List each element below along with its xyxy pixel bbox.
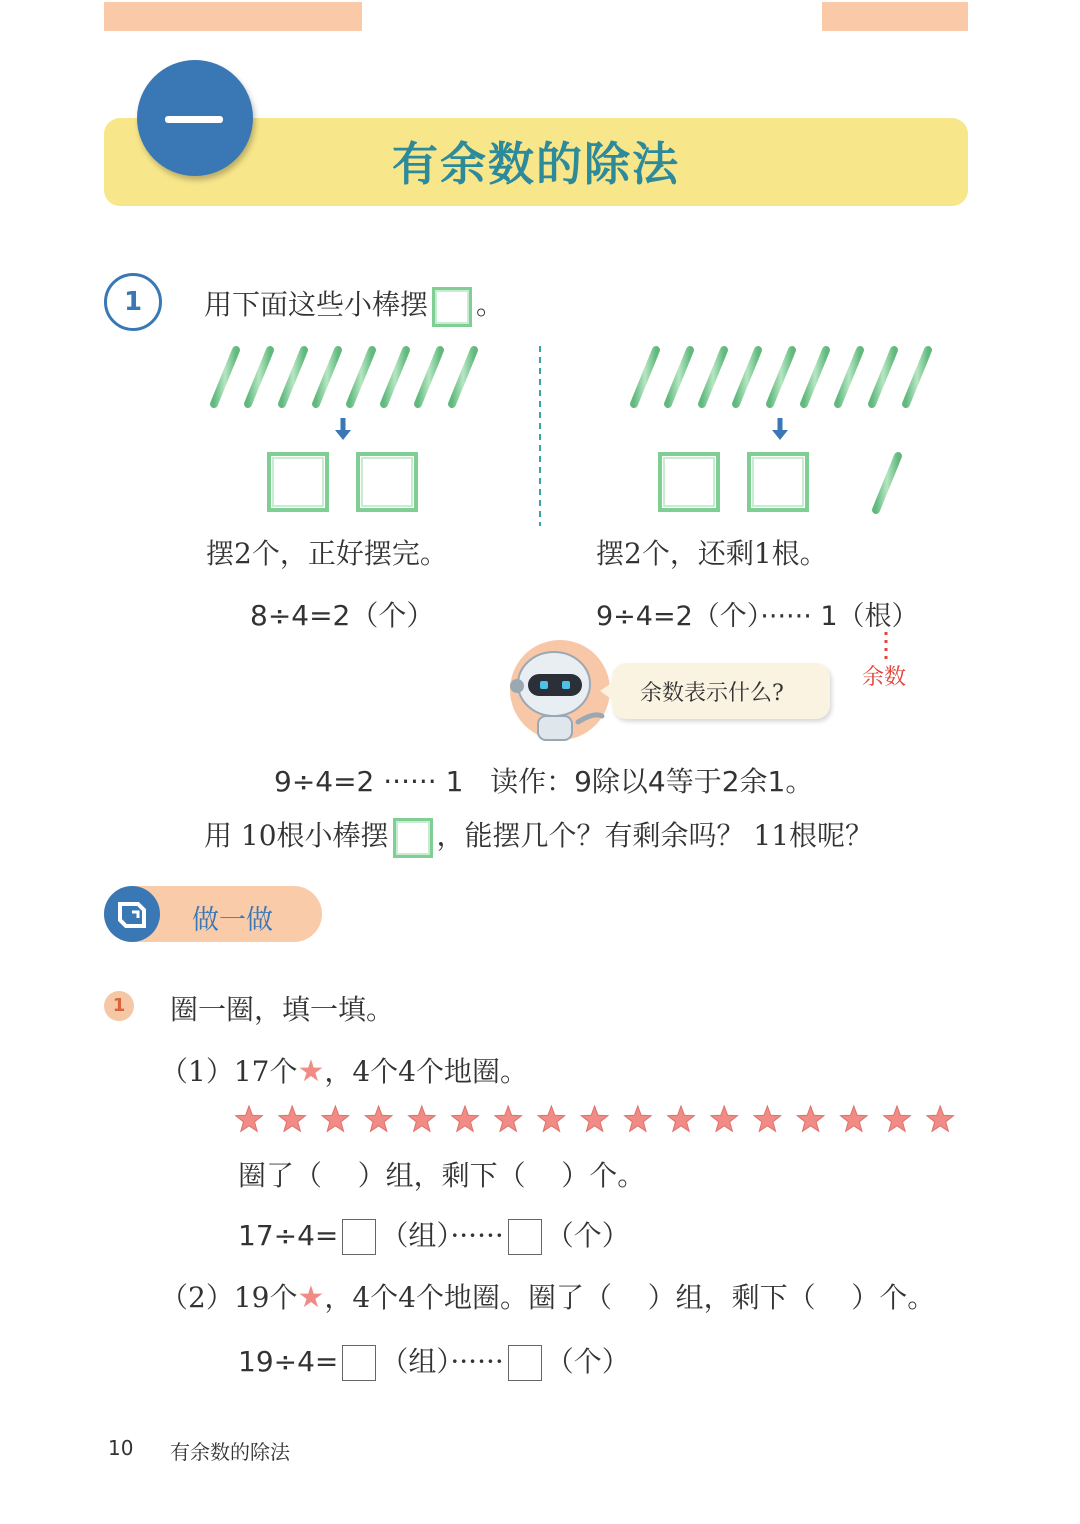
- star-icon: [495, 1106, 522, 1131]
- example-number: 1: [104, 273, 162, 331]
- left-caption: 摆2个，正好摆完。: [206, 537, 448, 570]
- example-prompt: 用下面这些小棒摆 。: [204, 283, 504, 327]
- answer-box[interactable]: [508, 1219, 542, 1255]
- page-number: 10: [108, 1436, 134, 1460]
- top-decoration-bar-right: [822, 2, 968, 31]
- left-equation: 8÷4=2（个）: [250, 599, 435, 632]
- part1-intro: （1）17个★，4个4个地圈。: [160, 1054, 528, 1089]
- question-title: 圈一圈，填一填。: [170, 993, 395, 1026]
- chapter-title: 有余数的除法: [392, 137, 680, 191]
- square-symbol-icon: [432, 287, 472, 327]
- stick-illustration: [190, 336, 990, 526]
- robot-question: 余数表示什么?: [640, 681, 784, 706]
- star-row: [230, 1100, 970, 1140]
- speech-bubble-tail: [600, 681, 614, 701]
- star-icon: [409, 1106, 436, 1131]
- star-icon: [625, 1106, 652, 1131]
- down-arrow-icon: [772, 418, 788, 440]
- speech-bubble: [612, 663, 830, 719]
- star-icon: [365, 1106, 392, 1131]
- star-icon: ★: [297, 1054, 325, 1089]
- stars: [236, 1106, 954, 1131]
- practice-header: [104, 886, 322, 942]
- star-icon: [322, 1106, 349, 1131]
- followup-question: 用 10根小棒摆 ，能摆几个？有剩余吗？ 11根呢？: [204, 814, 873, 858]
- reading-line: 9÷4=2 ······ 1 读作：9除以4等于2余1。: [274, 765, 814, 798]
- star-icon: [668, 1106, 695, 1131]
- star-icon: [841, 1106, 868, 1131]
- star-icon: [452, 1106, 479, 1131]
- left-squares: [269, 454, 416, 510]
- star-icon: [711, 1106, 738, 1131]
- right-equation: 9÷4=2（个）······ 1（根）: [596, 601, 919, 632]
- part2-equation: 19÷4= （组）······ （个）: [238, 1340, 630, 1381]
- down-arrow-icon: [335, 418, 351, 440]
- part2-intro: （2）19个★，4个4个地圈。圈了（ ）组，剩下（ ）个。: [160, 1280, 936, 1315]
- remainder-label: 余数: [862, 665, 907, 690]
- star-icon: [884, 1106, 911, 1131]
- remainder-pointer: [880, 632, 892, 660]
- star-icon: [927, 1106, 954, 1131]
- star-icon: [236, 1106, 263, 1131]
- robot-avatar: [508, 640, 614, 744]
- top-decoration-bar-left: [104, 2, 362, 31]
- right-squares: [660, 454, 807, 510]
- answer-box[interactable]: [508, 1345, 542, 1381]
- left-sticks: [214, 350, 474, 404]
- star-icon: [581, 1106, 608, 1131]
- chapter-number: [165, 116, 223, 123]
- question-number: 1: [104, 991, 134, 1021]
- star-icon: [754, 1106, 781, 1131]
- star-icon: [279, 1106, 306, 1131]
- running-title: 有余数的除法: [170, 1440, 290, 1464]
- practice-icon: [104, 886, 160, 942]
- answer-box[interactable]: [342, 1345, 376, 1381]
- part1-fill: 圈了（ ）组，剩下（ ）个。: [238, 1159, 646, 1192]
- star-icon: [797, 1106, 824, 1131]
- star-icon: [538, 1106, 565, 1131]
- practice-label: 做一做: [192, 905, 273, 936]
- answer-box[interactable]: [342, 1219, 376, 1255]
- square-symbol-icon: [393, 818, 433, 858]
- part1-equation: 17÷4= （组）······ （个）: [238, 1214, 630, 1255]
- star-icon: ★: [297, 1280, 325, 1315]
- right-caption: 摆2个，还剩1根。: [596, 537, 828, 570]
